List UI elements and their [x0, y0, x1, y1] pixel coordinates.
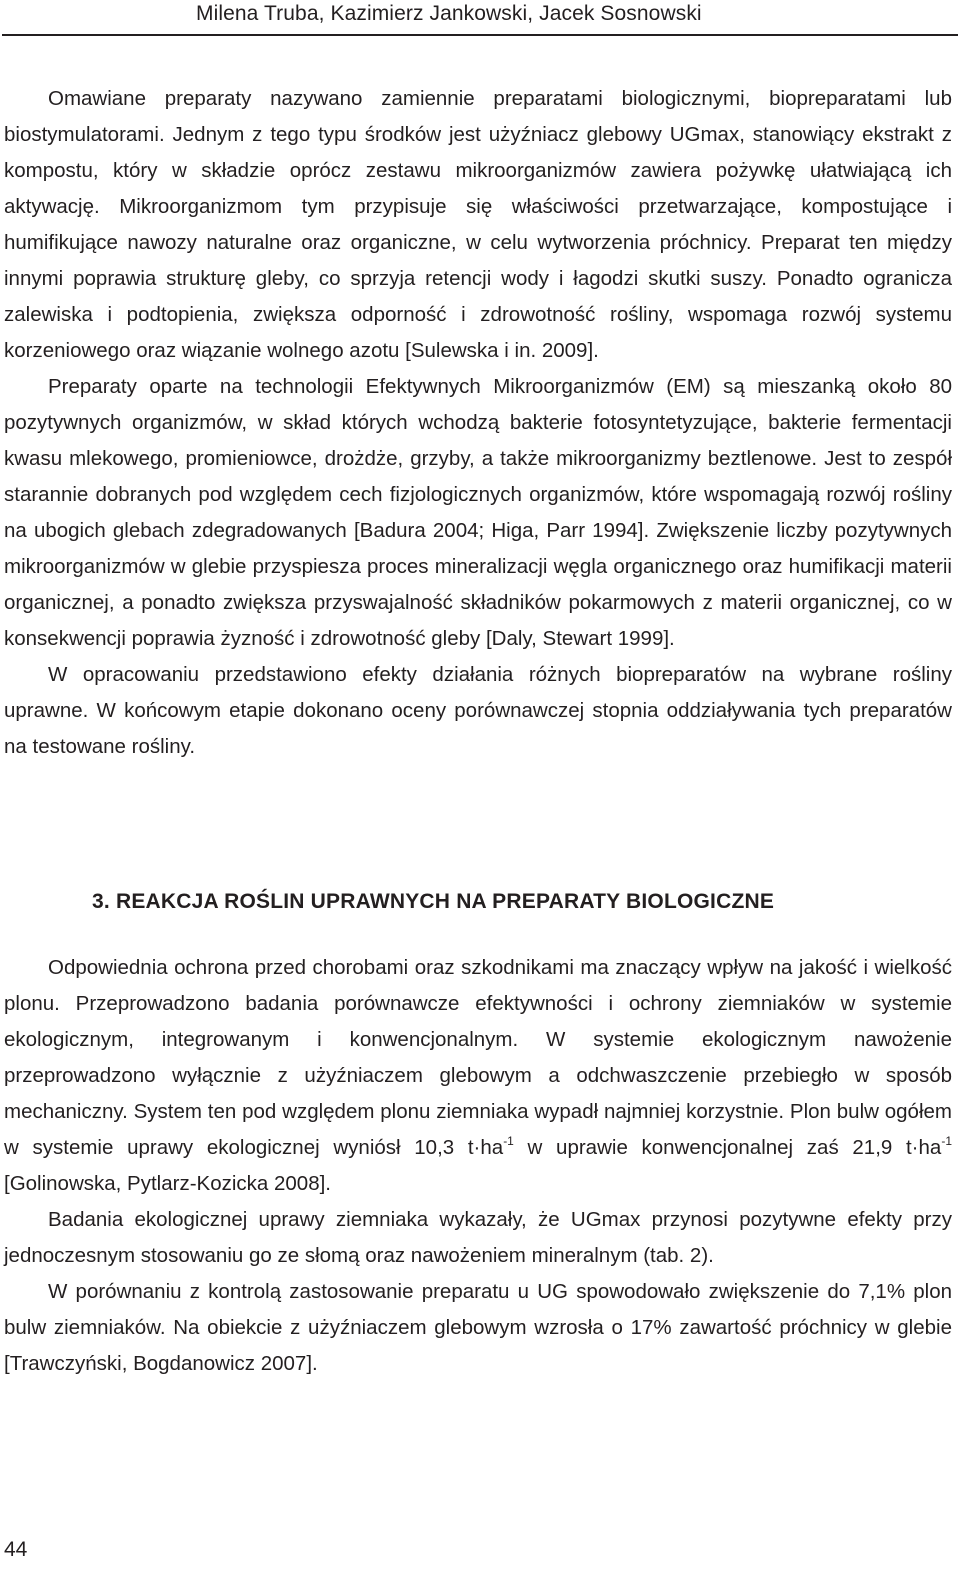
paragraph-potato-protection: [4, 950, 952, 1202]
unit-exponent: -1: [941, 1134, 952, 1148]
header-divider: [2, 34, 958, 36]
paragraph-effective-microorganisms: Preparaty oparte na technologii Efektywnych Mikroorganizmów (EM) są mieszanką około 80 pozytywnych organizmów, w skład których wchodzą bakterie fotosyntetyzujące, bakterie fermentacji kwasu mlekowego, promieniowce, drożdże, grzyby, a także mikroorganizmy beztlenowe. Jest to zespół starannie dobranych pod względem cech fizjologicznych organizmów, które wspomagają rozwój rośliny na ubogich glebach zdegradowanych [Badura 2004; Higa, Parr 1994]. Zwiększenie liczby pozytywnych mikroorganizmów w glebie przyspiesza proces mineralizacji węgla organicznego oraz humifikacji materii organicznej, a ponadto zwiększa przyswajalność składników pokarmowych z materii organicznej, co w konsekwencji poprawia żyzność i zdrowotność gleby [Daly, Stewart 1999].: [4, 375, 952, 650]
paragraph-humus-increase: W porównaniu z kontrolą zastosowanie preparatu u UG spowodowało zwiększenie do 7,1% plon bulw ziemniaków. Na obiekcie z użyźniaczem glebowym wzrosła o 17% zawartość próchnicy w glebie [Trawczyński, Bogdanowicz 2007].: [4, 1280, 952, 1375]
paragraph-potato-protection-part3: [Golinowska, Pytlarz-Kozicka 2008].: [4, 1172, 331, 1195]
intro-text-block: [4, 81, 952, 765]
running-header: [0, 0, 960, 34]
paragraph-study-scope: W opracowaniu przedstawiono efekty działania różnych biopreparatów na wybrane rośliny uprawne. W końcowym etapie dokonano oceny porównawczej stopnia oddziaływania tych preparatów na testowane rośliny.: [4, 663, 952, 758]
section-heading: 3. REAKCJA ROŚLIN UPRAWNYCH NA PREPARATY BIOLOGICZNE: [92, 890, 775, 913]
paragraph-biopreparations: Omawiane preparaty nazywano zamiennie preparatami biologicznymi, biopreparatami lub biostymulatorami. Jednym z tego typu środków jest użyźniacz glebowy UGmax, stanowiący ekstrakt z kompostu, który w składzie oprócz zestawu mikroorganizmów zawiera pożywkę ułatwiającą ich aktywację. Mikroorganizmom tym przypisuje się właściwości przetwarzające, kompostujące i humifikujące nawozy naturalne oraz organiczne, w celu wytworzenia próchnicy. Preparat ten między innymi poprawia strukturę gleby, co sprzyja retencji wody i łagodzi skutki suszy. Ponadto ogranicza zalewiska i podtopienia, zwiększa odporność i zdrowotność rośliny, wspomaga rozwój systemu korzeniowego oraz wiązanie wolnego azotu [Sulewska i in. 2009].: [4, 87, 952, 362]
paragraph-potato-protection-part2: w uprawie konwencjonalnej zaś 21,9 t·ha: [513, 1136, 942, 1159]
unit-exponent: -1: [503, 1134, 514, 1148]
section-text-block: [4, 950, 952, 1382]
header-authors: Milena Truba, Kazimierz Jankowski, Jacek Sosnowski: [196, 2, 702, 25]
page-number: 44: [4, 1538, 28, 1561]
paragraph-ugmax-results: Badania ekologicznej uprawy ziemniaka wykazały, że UGmax przynosi pozytywne efekty przy jednoczesnym stosowaniu go ze słomą oraz nawożeniem mineralnym (tab. 2).: [4, 1208, 952, 1267]
paragraph-potato-protection-part1: Odpowiednia ochrona przed chorobami oraz szkodnikami ma znaczący wpływ na jakość i wielkość plonu. Przeprowadzono badania porównawcze efektywności i ochrony ziemniaków w systemie ekologicznym, integrowanym i konwencjonalnym. W systemie ekologicznym nawożenie przeprowadzono wyłącznie z użyźniaczem glebowym a odchwaszczenie przebiegło w sposób mechaniczny. System ten pod względem plonu ziemniaka wypadł najmniej korzystnie. Plon bulw ogółem w systemie uprawy ekologicznej wyniósł 10,3 t·ha: [4, 956, 952, 1159]
